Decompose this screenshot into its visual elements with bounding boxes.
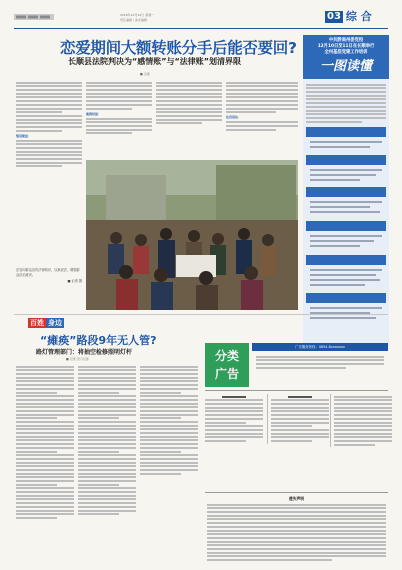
column-label-red: 百姓 (30, 319, 44, 327)
classified-grid (205, 390, 388, 491)
column-label (28, 318, 64, 328)
banner-title: 一图读懂 (319, 59, 372, 74)
classified-label-line-2: 广告 (214, 367, 239, 381)
banner-line-3: 全州基层党建工作培训 (324, 50, 368, 55)
header-rule (14, 28, 388, 29)
classified-label-line-1: 分类 (214, 349, 239, 363)
top-story-photo (86, 160, 298, 310)
banner-line-2: 12月10日至11日在长顺举行 (317, 44, 375, 49)
section-name: 综 合 (345, 10, 372, 23)
lost-notice-title: 遗失声明 (288, 496, 305, 501)
top-story-byline: ■ 记者 (140, 72, 150, 76)
section-tag (325, 11, 387, 23)
classified-col-2 (267, 394, 329, 444)
section-divider (14, 314, 388, 315)
bottom-left-byline: ■ 记者 见习记者 (66, 357, 89, 361)
subhead-situation: 情况简述： (16, 133, 32, 138)
editor-line: 责任编辑 / 美术编辑 (120, 18, 147, 22)
top-story-col-3 (156, 80, 222, 160)
top-story-headline: 恋爱期间大额转账分手后能否要回? (60, 39, 297, 57)
classified-hotline-bar (252, 343, 388, 351)
photo-credit: ■ 记者 摄 (67, 279, 82, 284)
court-outreach-photo (86, 160, 298, 310)
photo-caption-text: 法官向群众宣传法律知识，以案说法，增强群众法治意识。 (16, 268, 80, 277)
photo-caption (16, 268, 82, 284)
classified-label (205, 343, 249, 387)
bottom-left-subheadline: 路灯管理部门：将抽空检修照明灯杆 (36, 349, 133, 356)
banner-line-1: 中共黔南州委党校 (328, 38, 364, 43)
infographic-banner (303, 35, 389, 79)
column-label-blue: 身边 (48, 319, 62, 327)
infographic-sidebar (303, 35, 389, 347)
newspaper-logo (14, 13, 58, 21)
bottom-left-col-3 (140, 364, 198, 562)
issue-date: 2018年12月10日 星期一 (120, 13, 155, 17)
classified-col-3 (330, 394, 392, 447)
classified-intro (256, 354, 384, 370)
classified-hotline: 广告服务热线：0854-8xxxxxxx (295, 345, 345, 349)
masthead-left (14, 13, 58, 21)
top-story-subheadline: 长顺县法院判决为“感情账”与“法律账”划清界限 (68, 57, 242, 66)
infographic-body (303, 79, 389, 330)
subhead-judge: 法官说法： (226, 115, 242, 120)
infographic-graphics (306, 127, 386, 327)
classified-col-1 (205, 394, 263, 444)
top-story-col-4 (226, 80, 298, 160)
lost-notice-body (205, 504, 388, 561)
bottom-left-headline: “瘫痪”路段9年无人管? (40, 334, 157, 347)
bottom-left-col-1 (16, 364, 74, 562)
lost-notice (205, 492, 388, 563)
section-number: 03 (327, 11, 341, 22)
top-story-col-2 (86, 80, 152, 160)
subhead-case: 案例回放： (86, 111, 102, 116)
bottom-left-col-2 (78, 364, 136, 562)
top-story-col-1 (16, 80, 82, 240)
